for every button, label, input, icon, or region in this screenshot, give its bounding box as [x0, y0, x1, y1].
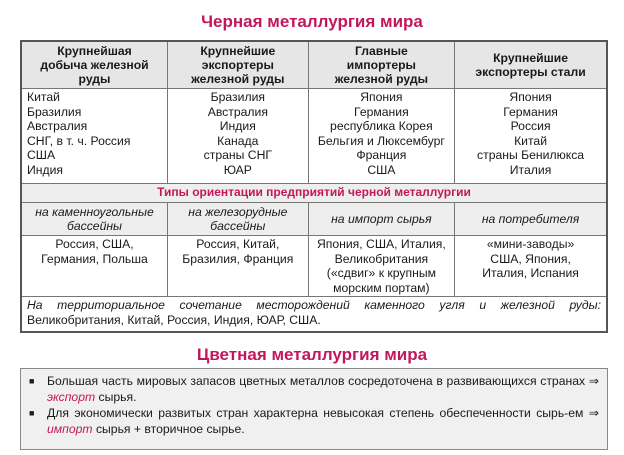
examples-import: Япония, США, Италия, Великобритания («сдвиг» к крупным морским портам) [308, 236, 455, 297]
list-ore-mining: Китай Бразилия Австралия СНГ, в т. ч. Россия США Индия [21, 89, 168, 184]
list-steel-exporters: Япония Германия Россия Китай страны Бенилюкса Италия [455, 89, 607, 184]
list-item: ■ Большая часть мировых запасов цветных металлов сосредоточена в развивающихся странах ⇒ экспорт сырья. [29, 374, 599, 404]
examples-coal: Россия, США, Германия, Польша [21, 236, 168, 297]
country-lists-row [21, 89, 607, 184]
orientation-heading-row [21, 184, 607, 203]
square-bullet-icon: ■ [29, 376, 35, 386]
orientation-examples-row [21, 236, 607, 297]
header-cell-3: Главные импортеры железной руды [308, 41, 455, 89]
examples-ore: Россия, Китай, Бразилия, Франция [168, 236, 309, 297]
ferrous-table [20, 40, 608, 333]
header-cell-4: Крупнейшие экспортеры стали [455, 41, 607, 89]
header-row [21, 41, 607, 89]
orientation-heading: Типы ориентации предприятий черной металлургии [21, 184, 607, 203]
type-coal-basins: на каменноугольные бассейны [21, 203, 168, 236]
note-row [21, 297, 607, 333]
type-consumer: на потребителя [455, 203, 607, 236]
header-cell-2: Крупнейшие экспортеры железной руды [168, 41, 309, 89]
title-nonferrous: Цветная металлургия мира [196, 345, 428, 364]
examples-consumer: «мини-заводы» США, Япония, Италия, Испания [455, 236, 607, 297]
square-bullet-icon: ■ [29, 408, 35, 418]
note-plain: Великобритания, Китай, Россия, Индия, ЮАР, США. [27, 312, 321, 327]
type-ore-basins: на железорудные бассейны [168, 203, 309, 236]
title-ferrous: Черная металлургия мира [201, 12, 423, 31]
nonferrous-box [20, 368, 608, 450]
note-italic: На территориальное сочетание месторождений каменного угля и железной руды: [27, 298, 601, 312]
orientation-types-row [21, 203, 607, 236]
header-cell-1: Крупнейшая добыча железной руды [21, 41, 168, 89]
type-import: на импорт сырья [308, 203, 455, 236]
list-ore-importers: Япония Германия республика Корея Бельгия и Люксембург Франция США [308, 89, 455, 184]
note-cell [21, 297, 607, 333]
list-ore-exporters: Бразилия Австралия Индия Канада страны СНГ ЮАР [168, 89, 309, 184]
list-item: ■ Для экономически развитых стран характерна невысокая степень обеспеченности сырь-ем ⇒ импорт сырья + вторичное сырье. [29, 406, 599, 436]
